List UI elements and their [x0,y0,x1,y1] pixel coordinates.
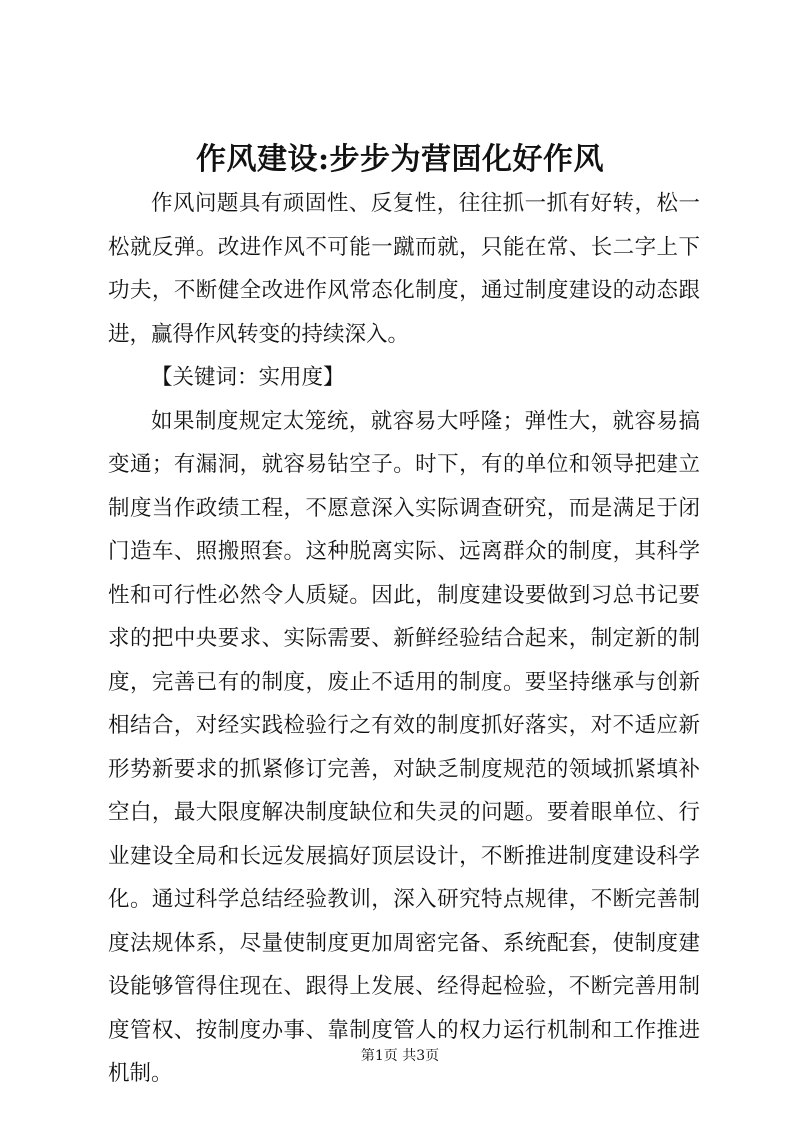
document-body [108,182,700,1096]
paragraph-main: 如果制度规定太笼统，就容易大呼隆；弹性大，就容易搞变通；有漏洞，就容易钻空子。时下，有的单位和领导把建立制度当作政绩工程，不愿意深入实际调查研究，而是满足于闭门造车、照搬照套。这种脱离实际、远离群众的制度，其科学性和可行性必然令人质疑。因此，制度建设要做到习总书记要求的把中央要求、实际需要、新鲜经验结合起来，制定新的制度，完善已有的制度，废止不适用的制度。要坚持继承与创新相结合，对经实践检验行之有效的制度抓好落实，对不适应新形势新要求的抓紧修订完善，对缺乏制度规范的领域抓紧填补空白，最大限度解决制度缺位和失灵的问题。要着眼单位、行业建设全局和长远发展搞好顶层设计，不断推进制度建设科学化。通过科学总结经验教训，深入研究特点规律，不断完善制度法规体系，尽量使制度更加周密完备、系统配套，使制度建设能够管得住现在、跟得上发展、经得起检验，不断完善用制度管权、按制度办事、靠制度管人的权力运行机制和工作推进机制。 [108,408,700,1086]
paragraph-keyword: 【关键词：实用度】 [151,365,345,390]
document-title: 作风建设:步步为营固化好作风 [195,142,605,177]
paragraph-intro: 作风问题具有顽固性、反复性，往往抓一抓有好转，松一松就反弹。改进作风不可能一蹴而就，只能在常、长二字上下功夫，不断健全改进作风常态化制度，通过制度建设的动态跟进，赢得作风转变的持续深入。 [108,191,700,347]
page-footer: 第1页 共3页 [360,1048,440,1064]
